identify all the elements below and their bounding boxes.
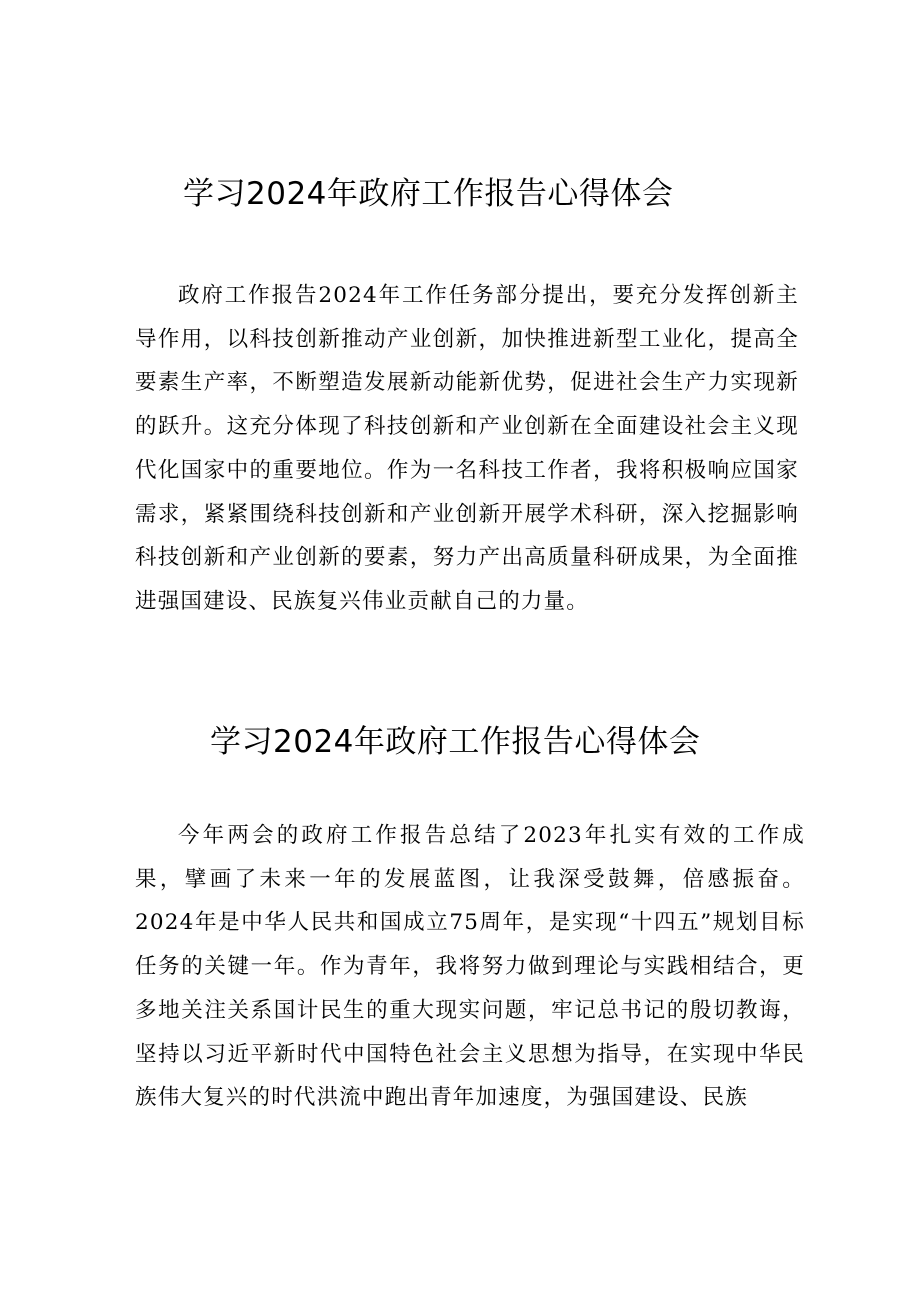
section-2-paragraph: 今年两会的政府工作报告总结了2023年扎实有效的工作成果，擘画了未来一年的发展蓝图，让我深受鼓舞，倍感振奋。2024年是中华人民共和国成立75周年，是实现“十四五”规划目标任务的关键一年。作为青年，我将努力做到理论与实践相结合，更多地关注关系国计民生的重大现实问题，牢记总书记的殷切教诲，坚持以习近平新时代中国特色社会主义思想为指导，在实现中华民族伟大复兴的时代洪流中跑出青年加速度，为强国建设、民族: [135, 823, 805, 1111]
section-1-paragraph: 政府工作报告2024年工作任务部分提出，要充分发挥创新主导作用，以科技创新推动产业创新，加快推进新型工业化，提高全要素生产率，不断塑造发展新动能新优势，促进社会生产力实现新的跃升。这充分体现了科技创新和产业创新在全面建设社会主义现代化国家中的重要地位。作为一名科技工作者，我将积极响应国家需求，紧紧围绕科技创新和产业创新开展学术科研，深入挖掘影响科技创新和产业创新的要素，努力产出高质量科研成果，为全面推进强国建设、民族复兴伟业贡献自己的力量。: [135, 283, 799, 614]
section-1-title: 学习2024年政府工作报告心得体会: [183, 176, 674, 212]
section-2-title: 学习2024年政府工作报告心得体会: [210, 724, 701, 760]
